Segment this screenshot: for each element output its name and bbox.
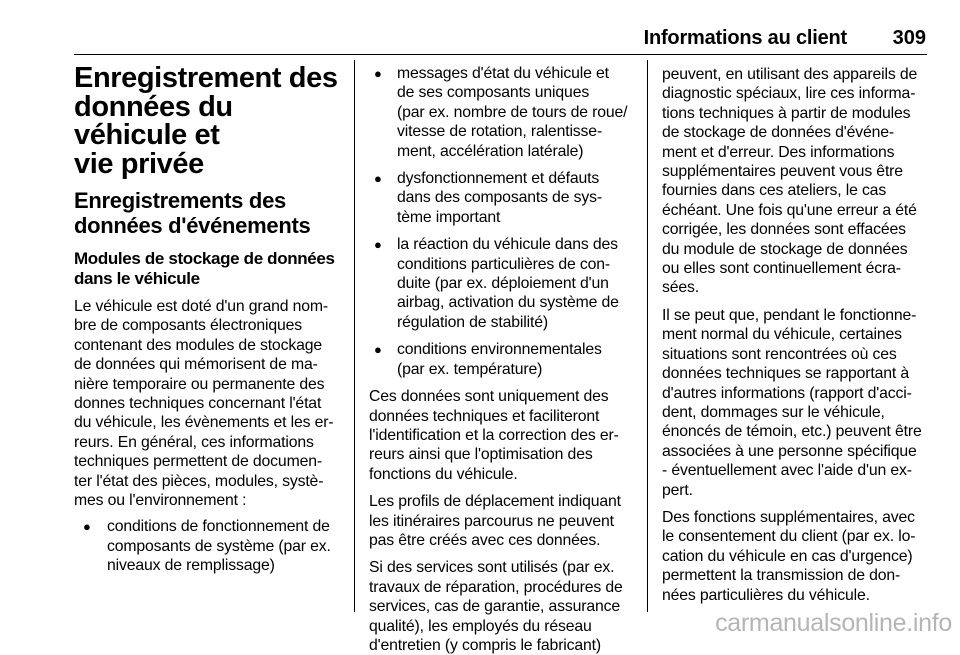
chapter-heading bbox=[74, 64, 342, 178]
text-line: échéant. Une fois qu'une erreur a été bbox=[662, 201, 917, 219]
text-line: fournies dans ces ateliers, le cas bbox=[662, 182, 887, 200]
text-line: Il se peut que, pendant le fonctionne- bbox=[662, 306, 917, 324]
text-line: reurs ainsi que l'optimisation des bbox=[369, 446, 593, 464]
text-line: permettent la transmission de don- bbox=[662, 567, 901, 585]
text-line: de ses composants uniques bbox=[397, 84, 590, 102]
bullet-list bbox=[74, 517, 342, 575]
text-line: - éventuellement avec l'aide d'un ex- bbox=[662, 462, 912, 480]
bullet-list bbox=[369, 64, 635, 379]
bullet-icon: ● bbox=[374, 342, 382, 358]
list-item bbox=[369, 235, 635, 332]
text-line: bre de composants électroniques bbox=[74, 317, 303, 335]
text-line: ment, accélération latérale) bbox=[397, 142, 584, 160]
list-item bbox=[369, 340, 635, 379]
subsection-heading bbox=[74, 249, 342, 288]
intro-paragraph bbox=[74, 297, 342, 510]
text-line: la réaction du véhicule dans des bbox=[397, 236, 618, 254]
text-line: l'identification et la correction des er- bbox=[369, 426, 619, 444]
text-line: services, cas de garantie, assurance bbox=[369, 598, 620, 616]
text-line: ment et d'erreur. Des informations bbox=[662, 143, 895, 161]
bullet-icon: ● bbox=[374, 237, 382, 253]
text-line: peuvent, en utilisant des appareils de bbox=[662, 66, 918, 83]
text-line: dent, dommages sur le véhicule, bbox=[662, 403, 885, 421]
text-line: données techniques et faciliteront bbox=[369, 407, 600, 425]
list-item bbox=[369, 169, 635, 227]
text-line: nière temporaire ou permanente des bbox=[74, 375, 325, 393]
heading-line: données du véhicule et bbox=[74, 90, 233, 151]
paragraph bbox=[662, 306, 930, 500]
text-line: pert. bbox=[662, 481, 693, 499]
text-line: sées. bbox=[662, 279, 700, 297]
text-line: du véhicule, les évènements et les er- bbox=[74, 414, 334, 432]
text-line: travaux de réparation, procédures de bbox=[369, 578, 623, 596]
bullet-icon: ● bbox=[83, 519, 91, 535]
text-line: Si des services sont utilisés (par ex. bbox=[369, 559, 615, 577]
text-line: d'autres informations (rapport d'acci- bbox=[662, 384, 912, 402]
column-3 bbox=[662, 60, 930, 605]
text-line: (par ex. nombre de tours de roue/ bbox=[397, 103, 628, 121]
column-2 bbox=[369, 60, 635, 655]
heading-line: Modules de stockage de données bbox=[74, 249, 335, 268]
column-1 bbox=[74, 60, 342, 584]
text-line: du module de stockage de données bbox=[662, 240, 908, 258]
text-line: donnes techniques concernant l'état bbox=[74, 395, 322, 413]
text-line: conditions de fonctionnement de bbox=[107, 518, 330, 536]
list-item bbox=[74, 517, 342, 575]
text-line: corrigée, les données sont effacées bbox=[662, 221, 906, 239]
text-line: associées à une personne spécifique bbox=[662, 442, 917, 460]
text-line: pas être créés avec ces données. bbox=[369, 531, 601, 549]
text-line: cation du véhicule en cas d'urgence) bbox=[662, 547, 913, 565]
paragraph bbox=[369, 492, 635, 550]
text-line: supplémentaires peuvent vous être bbox=[662, 163, 903, 181]
text-line: situations sont rencontrées où ces bbox=[662, 345, 897, 363]
text-line: Les profils de déplacement indiquant bbox=[369, 493, 621, 511]
text-line: le consentement du client (par ex. lo- bbox=[662, 528, 916, 546]
text-line: Des fonctions supplémentaires, avec bbox=[662, 508, 915, 526]
column-divider bbox=[647, 60, 648, 612]
text-line: dans des composants de sys- bbox=[397, 189, 602, 207]
watermark: carmanualsonline.info bbox=[715, 609, 952, 637]
text-line: les itinéraires parcourus ne peuvent bbox=[369, 512, 614, 530]
heading-line: dans le véhicule bbox=[74, 268, 200, 288]
text-line: énoncés de témoin, etc.) peuvent être bbox=[662, 423, 922, 441]
page-number: 309 bbox=[892, 27, 926, 49]
text-line: Ces données sont uniquement des bbox=[369, 388, 609, 406]
text-line: de stockage de données d'événe- bbox=[662, 124, 894, 142]
text-line: Le véhicule est doté d'un grand nom- bbox=[74, 298, 329, 315]
section-title: Informations au client bbox=[643, 27, 847, 49]
text-line: ment normal du véhicule, certaines bbox=[662, 326, 902, 344]
text-line: tème important bbox=[397, 208, 501, 226]
text-line: messages d'état du véhicule et bbox=[397, 65, 609, 82]
text-line: dysfonctionnement et défauts bbox=[397, 170, 600, 188]
text-line: composants de système (par ex. bbox=[107, 537, 331, 555]
bullet-icon: ● bbox=[374, 171, 382, 187]
paragraph bbox=[662, 508, 930, 605]
text-line: conditions environnementales bbox=[397, 341, 602, 359]
text-line: fonctions du véhicule. bbox=[369, 465, 518, 483]
text-line: reurs. En général, ces informations bbox=[74, 433, 314, 451]
text-line: contenant des modules de stockage bbox=[74, 336, 322, 354]
bullet-icon: ● bbox=[374, 66, 382, 81]
text-line: nées particulières du véhicule. bbox=[662, 586, 870, 604]
text-line: vitesse de rotation, ralentisse- bbox=[397, 123, 603, 141]
paragraph bbox=[369, 387, 635, 484]
text-line: mes ou l'environnement : bbox=[74, 492, 247, 510]
text-line: diagnostic spéciaux, lire ces informa- bbox=[662, 85, 916, 103]
heading-line: Enregistrement des bbox=[74, 62, 338, 94]
page-header bbox=[74, 24, 927, 55]
text-line: ou elles sont continuellement écra- bbox=[662, 260, 901, 278]
text-line: duite (par ex. déploiement d'un bbox=[397, 275, 609, 293]
heading-line: vie privée bbox=[74, 147, 204, 180]
section-heading bbox=[74, 188, 342, 238]
paragraph bbox=[662, 65, 930, 298]
text-line: ter l'état des pièces, modules, systè- bbox=[74, 472, 324, 490]
text-line: régulation de stabilité) bbox=[397, 313, 548, 331]
heading-line: données d'événements bbox=[74, 213, 311, 238]
text-line: qualité), les employés du réseau bbox=[369, 617, 592, 635]
text-line: airbag, activation du système de bbox=[397, 294, 619, 312]
text-line: d'entretien (y compris le fabricant) bbox=[369, 636, 602, 654]
paragraph bbox=[369, 558, 635, 655]
heading-line: Enregistrements des bbox=[74, 188, 286, 213]
column-divider bbox=[354, 60, 355, 612]
text-line: de données qui mémorisent de ma- bbox=[74, 356, 318, 374]
text-line: conditions particulières de con- bbox=[397, 255, 610, 273]
text-line: (par ex. température) bbox=[397, 360, 543, 378]
text-line: techniques permettent de documen- bbox=[74, 453, 322, 471]
text-line: tions techniques à partir de modules bbox=[662, 104, 911, 122]
text-line: niveaux de remplissage) bbox=[107, 557, 275, 575]
text-line: données techniques se rapportant à bbox=[662, 365, 909, 383]
list-item bbox=[369, 64, 635, 161]
